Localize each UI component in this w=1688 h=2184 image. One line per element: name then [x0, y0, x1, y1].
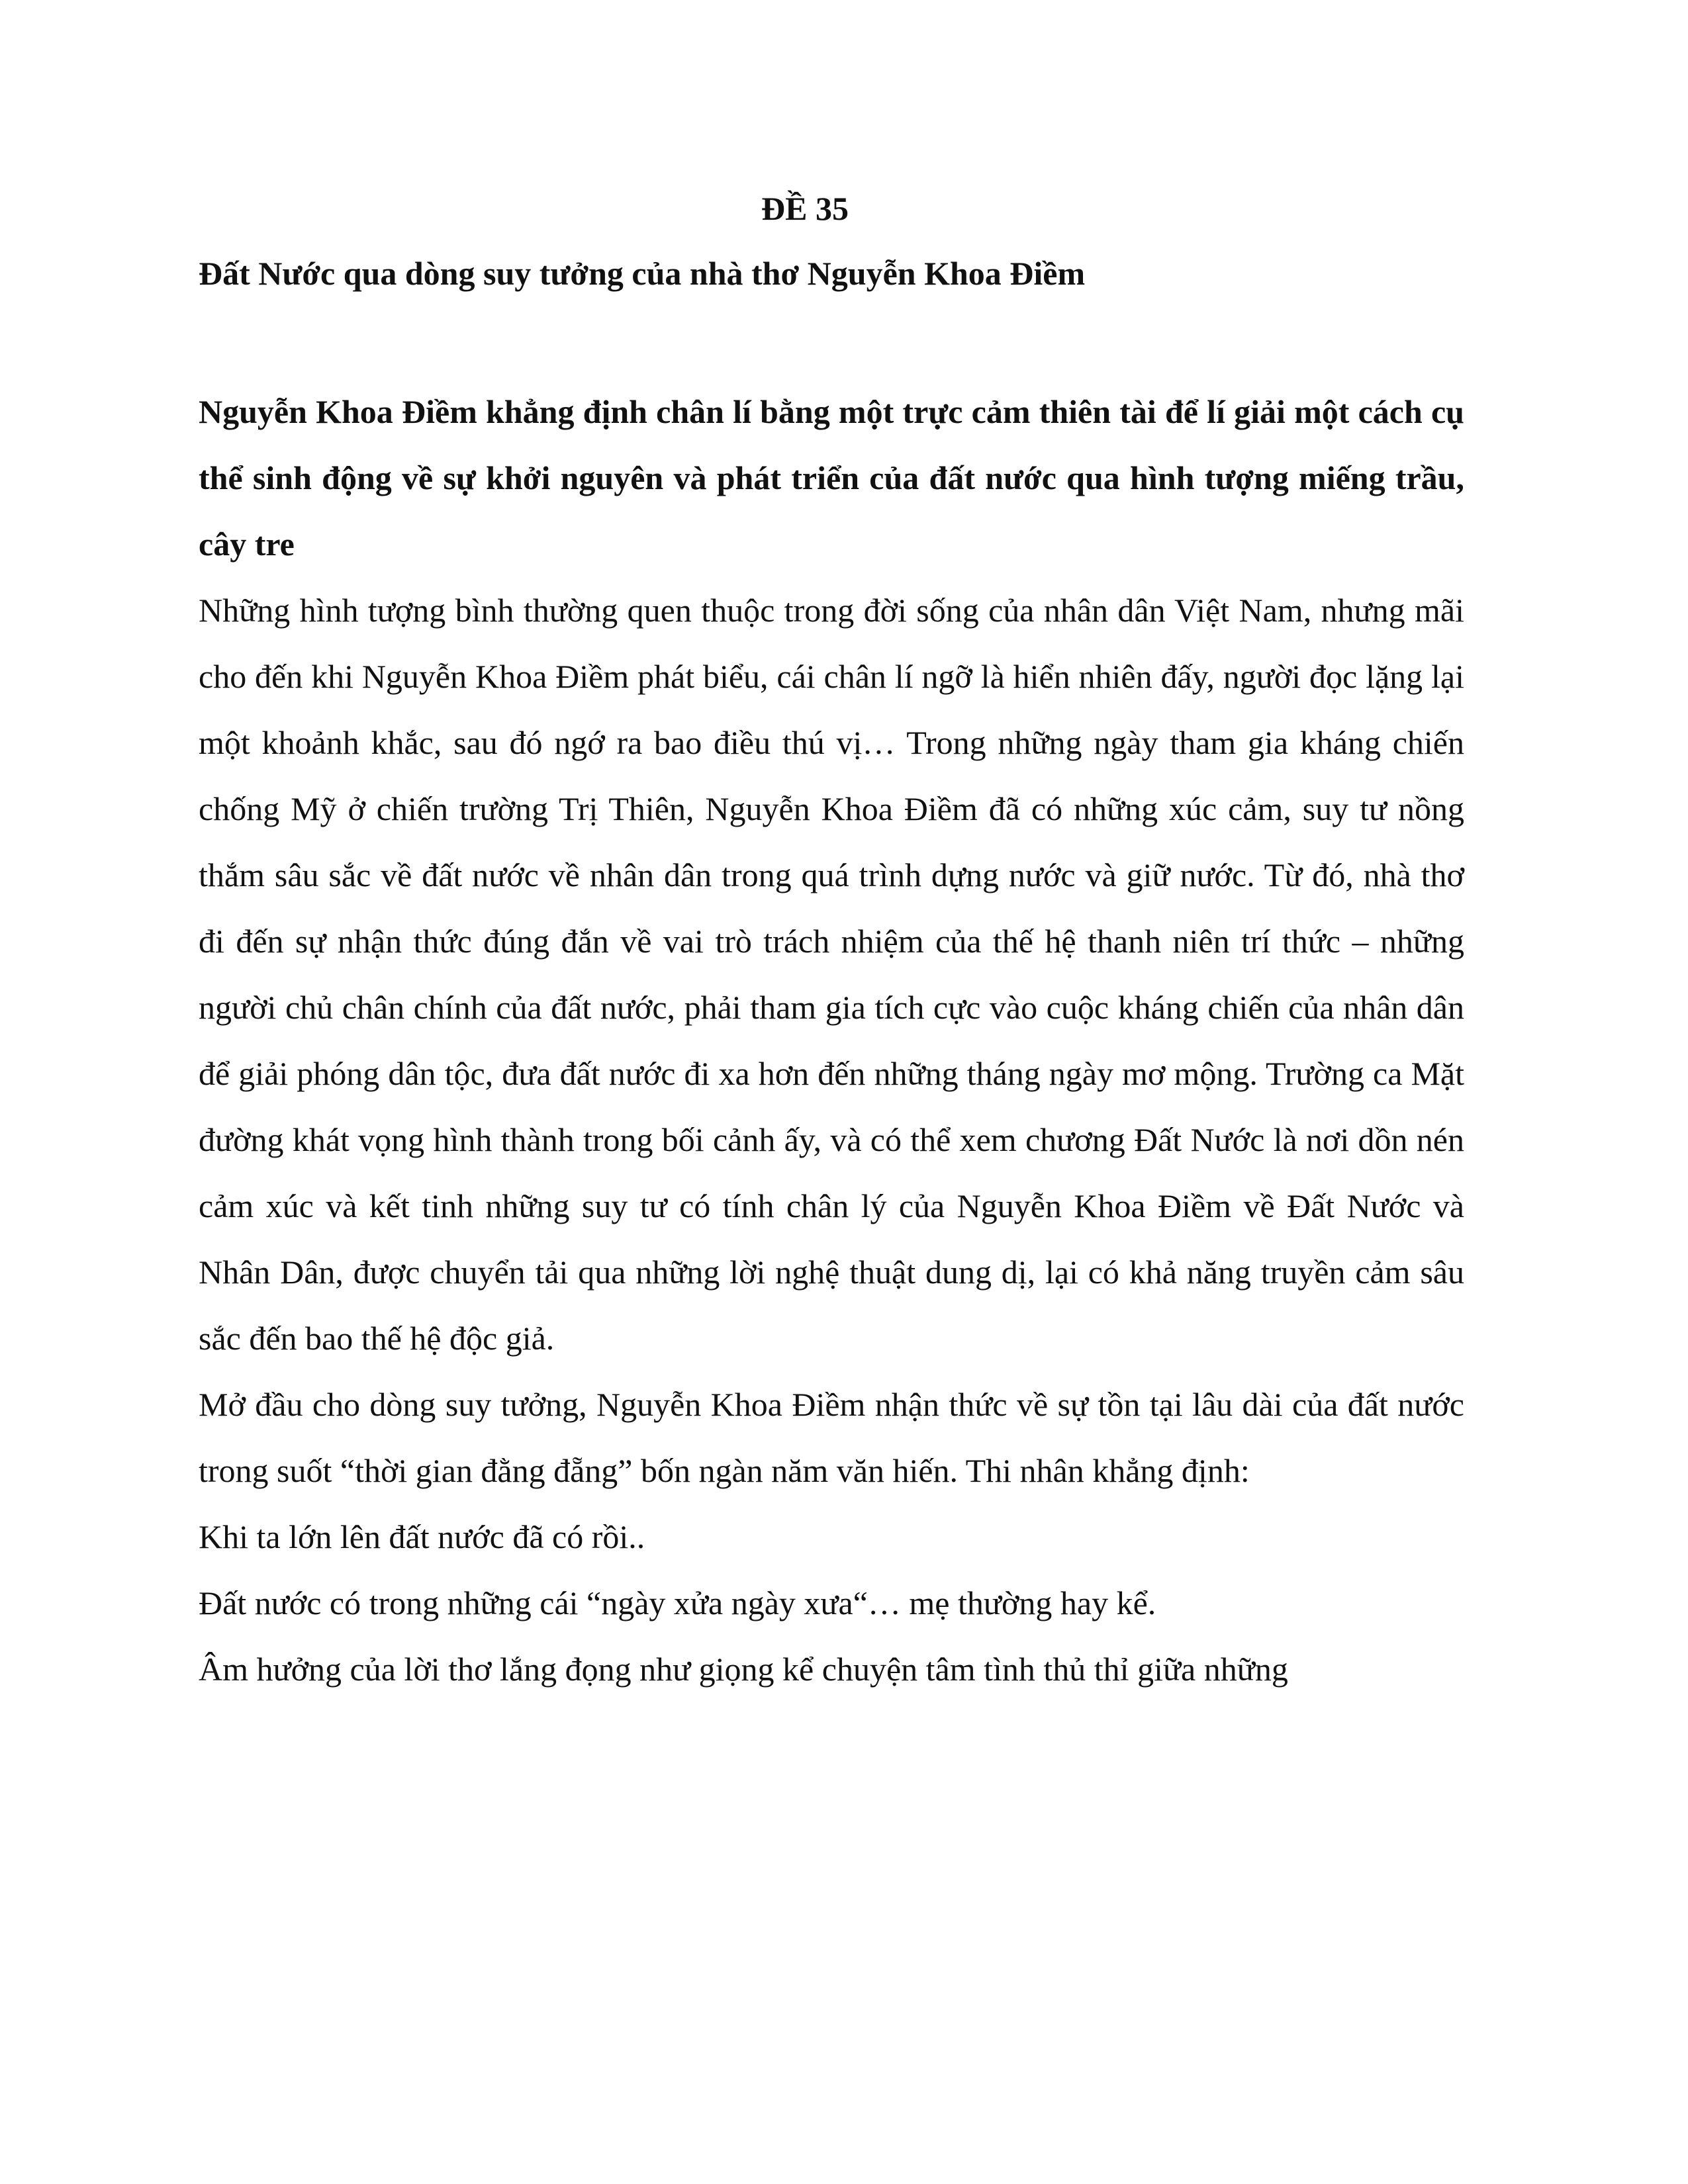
paragraph-intro: Những hình tượng bình thường quen thuộc trong đời sống của nhân dân Việt Nam, nhưng mãi cho đến khi Nguyễn Khoa Điềm phát biểu, cái chân lí ngỡ là hiển nhiên đấy, người đọc lặng lại một khoảnh khắc, sau đó ngớ ra bao điều thú vị… Trong những ngày tham gia kháng chiến chống Mỹ ở chiến trường Trị Thiên, Nguyễn Khoa Điềm đã có những xúc cảm, suy tư nồng thắm sâu sắc về đất nước về nhân dân trong quá trình dựng nước và giữ nước. Từ đó, nhà thơ đi đến sự nhận thức đúng đắn về vai trò trách nhiệm của thế hệ thanh niên trí thức – những người chủ chân chính của đất nước, phải tham gia tích cực vào cuộc kháng chiến của nhân dân để giải phóng dân tộc, đưa đất nước đi xa hơn đến những tháng ngày mơ mộng. Trường ca Mặt đường khát vọng hình thành trong bối cảnh ấy, và có thể xem chương Đất Nước là nơi dồn nén cảm xúc và kết tinh những suy tư có tính chân lý của Nguyễn Khoa Điềm về Đất Nước và Nhân Dân, được chuyển tải qua những lời nghệ thuật dung dị, lại có khả năng truyền cảm sâu sắc đến bao thế hệ độc giả.	[199, 592, 1464, 1357]
paragraph-resonance: Âm hưởng của lời thơ lắng đọng như giọng kể chuyện tâm tình thủ thỉ giữa những	[199, 1651, 1288, 1688]
paragraph-opening: Mở đầu cho dòng suy tưởng, Nguyễn Khoa Điềm nhận thức về sự tồn tại lâu dài của đất nước trong suốt “thời gian đằng đẵng” bốn ngàn năm văn hiến. Thi nhân khẳng định:	[199, 1386, 1464, 1489]
verse-line-2: Đất nước có trong những cái “ngày xửa ngày xưa“… mẹ thường hay kể.	[199, 1584, 1156, 1621]
essay-subheading: Nguyễn Khoa Điềm khẳng định chân lí bằng một trực cảm thiên tài để lí giải một cách cụ thể sinh động về sự khởi nguyên và phát triển của đất nước qua hình tượng miếng trầu, cây tre	[199, 393, 1464, 563]
exam-number-heading: ĐỀ 35	[761, 190, 849, 227]
essay-body	[199, 577, 1464, 1702]
verse-line-1: Khi ta lớn lên đất nước đã có rồi..	[199, 1518, 645, 1555]
essay-title: Đất Nước qua dòng suy tưởng của nhà thơ Nguyễn Khoa Điềm	[199, 255, 1086, 292]
